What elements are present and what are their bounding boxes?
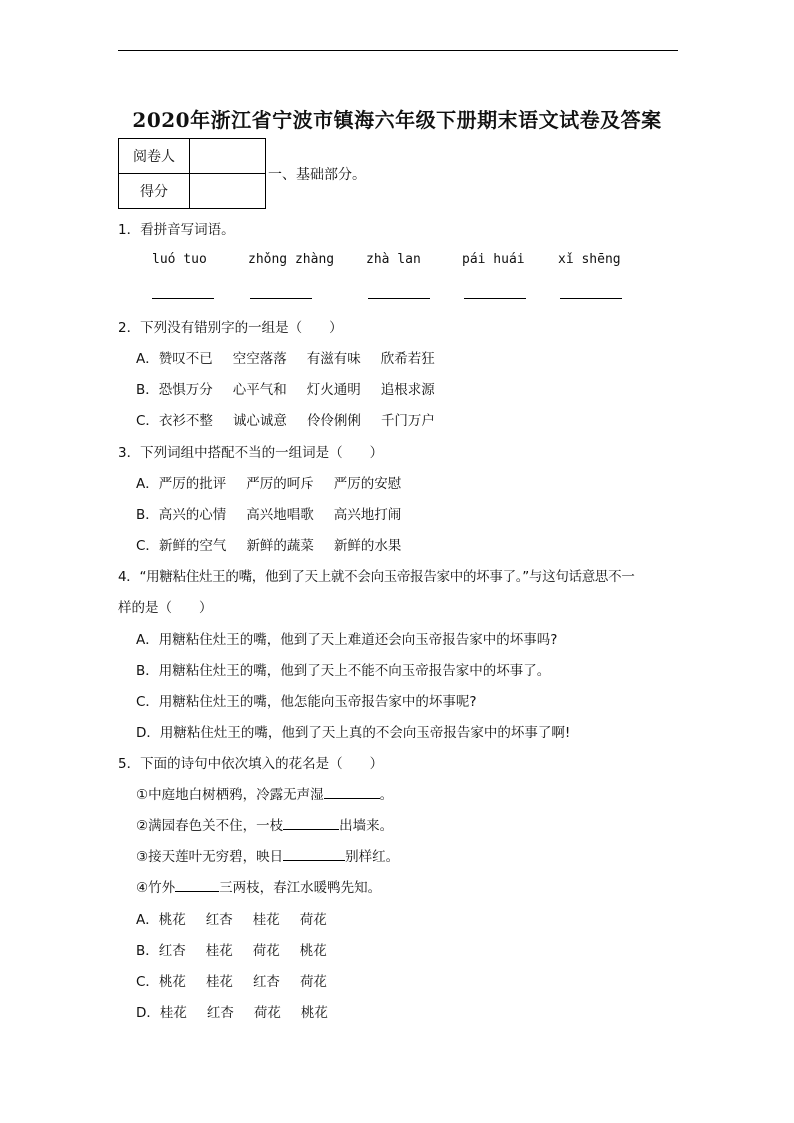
page-title: 2020年浙江省宁波市镇海六年级下册期末语文试卷及答案 bbox=[132, 108, 662, 132]
q1-stem: 1．看拼音写词语。 bbox=[118, 222, 235, 238]
score-blank bbox=[190, 174, 266, 209]
score-label: 得分 bbox=[119, 174, 190, 209]
answer-blank-1 bbox=[152, 298, 214, 299]
answer-blank-2 bbox=[250, 298, 312, 299]
pinyin-2: zhǒng zhàng bbox=[248, 252, 335, 267]
answer-blank-4 bbox=[464, 298, 526, 299]
q4-option-a: A．用糖粘住灶王的嘴，他到了天上难道还会向玉帝报告家中的坏事吗? bbox=[136, 632, 558, 648]
q5-poem-line-2: ②满园春色关不住，一枝 出墙来。 bbox=[136, 818, 394, 834]
fill-blank bbox=[283, 817, 339, 830]
grader-label: 阅卷人 bbox=[119, 139, 190, 174]
q3-option-b: B．高兴的心情 高兴地唱歌 高兴地打闹 bbox=[136, 507, 402, 523]
q5-poem-line-1: ①中庭地白树栖鸦，冷露无声湿 。 bbox=[136, 787, 394, 803]
q4-option-d: D．用糖粘住灶王的嘴，他到了天上真的不会向玉帝报告家中的坏事了啊! bbox=[136, 725, 571, 741]
pinyin-3: zhà lan bbox=[366, 252, 421, 267]
q5-option-d: D．桂花 红杏 荷花 桃花 bbox=[136, 1005, 328, 1021]
q4-stem-line2: 样的是（ ） bbox=[118, 600, 213, 616]
grader-blank bbox=[190, 139, 266, 174]
q4-option-b: B．用糖粘住灶王的嘴，他到了天上不能不向玉帝报告家中的坏事了。 bbox=[136, 663, 551, 679]
q2-option-a: A．赞叹不已 空空落落 有滋有味 欣希若狂 bbox=[136, 351, 435, 367]
header-rule bbox=[118, 50, 678, 51]
answer-blank-3 bbox=[368, 298, 430, 299]
answer-blank-5 bbox=[560, 298, 622, 299]
q2-stem: 2．下列没有错别字的一组是（ ） bbox=[118, 320, 343, 336]
grader-table bbox=[118, 138, 266, 209]
q3-option-c: C．新鲜的空气 新鲜的蔬菜 新鲜的水果 bbox=[136, 538, 402, 554]
q5-option-a: A．桃花 红杏 桂花 荷花 bbox=[136, 912, 327, 928]
q4-option-c: C．用糖粘住灶王的嘴，他怎能向玉帝报告家中的坏事呢? bbox=[136, 694, 477, 710]
q5-poem-line-4: ④竹外 三两枝，春江水暖鸭先知。 bbox=[136, 880, 382, 896]
fill-blank bbox=[324, 786, 380, 799]
section-heading: 一、基础部分。 bbox=[268, 167, 366, 183]
fill-blank bbox=[175, 879, 219, 892]
q3-stem: 3．下列词组中搭配不当的一组词是（ ） bbox=[118, 445, 384, 461]
pinyin-4: pái huái bbox=[462, 252, 525, 267]
q5-option-c: C．桃花 桂花 红杏 荷花 bbox=[136, 974, 327, 990]
q4-stem-line1: 4．“用糖粘住灶王的嘴，他到了天上就不会向玉帝报告家中的坏事了。”与这句话意思不一 bbox=[118, 569, 635, 585]
q2-option-c: C．衣衫不整 诚心诚意 伶伶俐俐 千门万户 bbox=[136, 413, 435, 429]
q2-option-b: B．恐惧万分 心平气和 灯火通明 追根求源 bbox=[136, 382, 435, 398]
pinyin-1: luó tuo bbox=[152, 252, 207, 267]
q3-option-a: A．严厉的批评 严厉的呵斥 严厉的安慰 bbox=[136, 476, 402, 492]
fill-blank bbox=[283, 848, 345, 861]
pinyin-5: xǐ shēng bbox=[558, 252, 621, 267]
q5-option-b: B．红杏 桂花 荷花 桃花 bbox=[136, 943, 327, 959]
q5-poem-line-3: ③接天莲叶无穷碧，映日 别样红。 bbox=[136, 849, 400, 865]
q5-stem: 5．下面的诗句中依次填入的花名是（ ） bbox=[118, 756, 384, 772]
